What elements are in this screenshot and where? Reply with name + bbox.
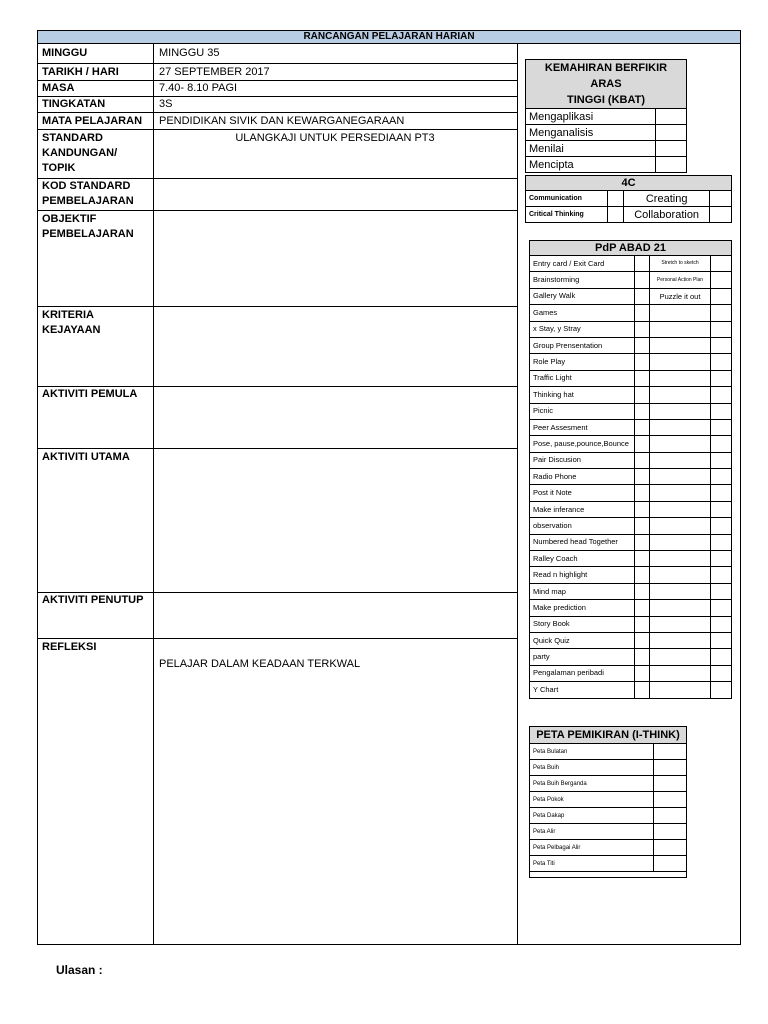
pdp-checkbox[interactable] xyxy=(635,256,650,272)
pdp-row xyxy=(530,551,732,567)
ithink-checkbox[interactable] xyxy=(654,760,687,776)
kbat-item: Menganalisis xyxy=(526,125,656,141)
label-line: OBJEKTIF xyxy=(42,213,97,225)
pdp-row xyxy=(530,403,732,419)
row-line xyxy=(37,96,518,97)
four-c-item: Collaboration xyxy=(624,207,709,223)
pdp-checkbox[interactable] xyxy=(711,632,732,648)
pdp-checkbox[interactable] xyxy=(635,370,650,386)
pdp-item: Personal Action Plan xyxy=(650,272,711,288)
pdp-row xyxy=(530,616,732,632)
value-refleksi[interactable]: PELAJAR DALAM KEADAAN TERKWAL xyxy=(159,658,361,670)
pdp-checkbox[interactable] xyxy=(635,649,650,665)
pdp-row xyxy=(530,337,732,353)
pdp-item xyxy=(650,665,711,681)
pdp-checkbox[interactable] xyxy=(635,583,650,599)
value-standard-kandungan[interactable]: ULANGKAJI UNTUK PERSEDIAAN PT3 xyxy=(235,132,435,144)
pdp-item: Gallery Walk xyxy=(530,288,635,304)
pdp-row xyxy=(530,272,732,288)
four-c-checkbox[interactable] xyxy=(709,191,731,207)
pdp-item xyxy=(650,321,711,337)
pdp-item: Puzzle it out xyxy=(650,288,711,304)
pdp-checkbox[interactable] xyxy=(711,403,732,419)
value-aktiviti-penutup[interactable] xyxy=(153,594,517,636)
pdp-checkbox[interactable] xyxy=(711,649,732,665)
pdp-checkbox[interactable] xyxy=(635,272,650,288)
label-line: KEJAYAAN xyxy=(42,324,101,336)
four-c-item: Critical Thinking xyxy=(526,207,608,223)
pdp-table xyxy=(529,240,732,699)
four-c-header: 4C xyxy=(526,176,732,191)
pdp-checkbox[interactable] xyxy=(635,288,650,304)
pdp-checkbox[interactable] xyxy=(711,469,732,485)
kbat-item: Mencipta xyxy=(526,157,656,173)
value-aktiviti-pemula[interactable] xyxy=(153,388,517,446)
kbat-header xyxy=(526,60,687,109)
ithink-checkbox[interactable] xyxy=(654,824,687,840)
pdp-checkbox[interactable] xyxy=(635,501,650,517)
pdp-item: Mind map xyxy=(530,583,635,599)
pdp-checkbox[interactable] xyxy=(711,551,732,567)
pdp-item xyxy=(650,403,711,419)
label-aktiviti-pemula: AKTIVITI PEMULA xyxy=(42,388,138,400)
label-standard-kandungan xyxy=(37,131,117,176)
pdp-checkbox[interactable] xyxy=(711,534,732,550)
pdp-checkbox[interactable] xyxy=(635,337,650,353)
pdp-checkbox[interactable] xyxy=(635,616,650,632)
pdp-row xyxy=(530,518,732,534)
pdp-item xyxy=(650,583,711,599)
ithink-header: PETA PEMIKIRAN (I-THINK) xyxy=(530,727,687,744)
value-tingkatan[interactable]: 3S xyxy=(159,98,173,110)
label-aktiviti-penutup: AKTIVITI PENUTUP xyxy=(42,594,144,606)
row-line xyxy=(37,210,518,211)
label-tarikh: TARIKH / HARI xyxy=(42,66,119,78)
pdp-row xyxy=(530,387,732,403)
row-line xyxy=(37,112,518,113)
pdp-item: party xyxy=(530,649,635,665)
pdp-checkbox[interactable] xyxy=(635,387,650,403)
pdp-checkbox[interactable] xyxy=(635,436,650,452)
ithink-item: Peta Alir xyxy=(530,824,654,840)
ithink-item: Peta Buih Berganda xyxy=(530,776,654,792)
pdp-row xyxy=(530,452,732,468)
pdp-checkbox[interactable] xyxy=(635,403,650,419)
pdp-item: Games xyxy=(530,305,635,321)
pdp-checkbox[interactable] xyxy=(711,501,732,517)
value-kod-standard[interactable] xyxy=(153,180,517,208)
kbat-title-line: KEMAHIRAN BERFIKIR ARAS xyxy=(544,62,668,90)
pdp-header: PdP ABAD 21 xyxy=(530,241,732,256)
value-tarikh[interactable]: 27 SEPTEMBER 2017 xyxy=(159,66,270,78)
pdp-checkbox[interactable] xyxy=(711,370,732,386)
label-line: STANDARD xyxy=(42,132,103,144)
pdp-checkbox[interactable] xyxy=(635,567,650,583)
pdp-item xyxy=(650,419,711,435)
pdp-item: Thinking hat xyxy=(530,387,635,403)
pdp-row xyxy=(530,469,732,485)
pdp-checkbox[interactable] xyxy=(635,600,650,616)
four-c-checkbox[interactable] xyxy=(608,191,624,207)
pdp-item: Story Book xyxy=(530,616,635,632)
pdp-row xyxy=(530,632,732,648)
label-kod-standard xyxy=(37,179,134,209)
value-objektif[interactable] xyxy=(153,212,517,304)
ithink-row xyxy=(530,792,687,808)
pdp-row xyxy=(530,665,732,681)
pdp-item xyxy=(650,501,711,517)
pdp-row xyxy=(530,534,732,550)
pdp-checkbox[interactable] xyxy=(635,452,650,468)
pdp-item xyxy=(650,534,711,550)
form-title: RANCANGAN PELAJARAN HARIAN xyxy=(37,30,741,44)
pdp-item: Make inferance xyxy=(530,501,635,517)
pdp-item: Ralley Coach xyxy=(530,551,635,567)
pdp-checkbox[interactable] xyxy=(711,305,732,321)
four-c-checkbox[interactable] xyxy=(608,207,624,223)
kbat-checkbox[interactable] xyxy=(656,109,687,125)
pdp-row xyxy=(530,419,732,435)
kbat-item: Mengaplikasi xyxy=(526,109,656,125)
label-masa: MASA xyxy=(42,82,75,94)
ithink-item: Peta Dakap xyxy=(530,808,654,824)
pdp-item xyxy=(650,616,711,632)
pdp-checkbox[interactable] xyxy=(711,354,732,370)
ithink-row xyxy=(530,808,687,824)
pdp-row xyxy=(530,485,732,501)
ithink-row xyxy=(530,744,687,760)
pdp-item xyxy=(650,682,711,698)
pdp-row xyxy=(530,256,732,272)
pdp-item xyxy=(650,551,711,567)
pdp-checkbox[interactable] xyxy=(711,665,732,681)
pdp-item xyxy=(650,518,711,534)
pdp-checkbox[interactable] xyxy=(711,567,732,583)
pdp-checkbox[interactable] xyxy=(711,485,732,501)
pdp-item xyxy=(650,600,711,616)
ithink-row xyxy=(530,776,687,792)
pdp-item: Numbered head Together xyxy=(530,534,635,550)
value-masa[interactable]: 7.40- 8.10 PAGI xyxy=(159,82,238,94)
kbat-item: Menilai xyxy=(526,141,656,157)
pdp-checkbox[interactable] xyxy=(711,419,732,435)
label-line: KOD STANDARD xyxy=(42,180,131,192)
pdp-checkbox[interactable] xyxy=(711,387,732,403)
pdp-item: Role Play xyxy=(530,354,635,370)
pdp-checkbox[interactable] xyxy=(711,452,732,468)
pdp-row xyxy=(530,436,732,452)
four-c-checkbox[interactable] xyxy=(709,207,731,223)
pdp-item: Post it Note xyxy=(530,485,635,501)
row-line xyxy=(37,448,518,449)
pdp-row xyxy=(530,583,732,599)
pdp-checkbox[interactable] xyxy=(711,321,732,337)
row-line xyxy=(37,306,518,307)
pdp-row xyxy=(530,501,732,517)
pdp-row xyxy=(530,305,732,321)
pdp-row xyxy=(530,321,732,337)
pdp-item xyxy=(650,354,711,370)
pdp-item xyxy=(650,469,711,485)
ithink-item: Peta Pelbagai Alir xyxy=(530,840,654,856)
pdp-item xyxy=(650,485,711,501)
pdp-checkbox[interactable] xyxy=(711,272,732,288)
label-line: TOPIK xyxy=(42,162,76,174)
pdp-item xyxy=(650,337,711,353)
ithink-row xyxy=(530,856,687,872)
pdp-item: x Stay, y Stray xyxy=(530,321,635,337)
label-refleksi: REFLEKSI xyxy=(42,641,97,653)
label-line: KRITERIA xyxy=(42,309,94,321)
pdp-item xyxy=(650,632,711,648)
row-line xyxy=(37,638,518,639)
value-minggu[interactable]: MINGGU 35 xyxy=(159,47,220,59)
pdp-row xyxy=(530,288,732,304)
pdp-item: Picnic xyxy=(530,403,635,419)
ithink-item: Peta Titi xyxy=(530,856,654,872)
pdp-checkbox[interactable] xyxy=(711,616,732,632)
pdp-checkbox[interactable] xyxy=(635,419,650,435)
pdp-checkbox[interactable] xyxy=(711,682,732,698)
row-line xyxy=(37,80,518,81)
pdp-item xyxy=(650,452,711,468)
pdp-row xyxy=(530,354,732,370)
pdp-row xyxy=(530,649,732,665)
ithink-row xyxy=(530,760,687,776)
label-kriteria xyxy=(37,308,101,338)
label-line: PEMBELAJARAN xyxy=(42,228,134,240)
pdp-item: Stretch to sketch xyxy=(650,256,711,272)
ithink-checkbox[interactable] xyxy=(654,776,687,792)
ithink-item: Peta Pokok xyxy=(530,792,654,808)
value-aktiviti-utama[interactable] xyxy=(153,450,517,590)
pdp-item: Pose, pause,pounce,Bounce xyxy=(530,436,635,452)
pdp-row xyxy=(530,682,732,698)
ulasan-label: Ulasan : xyxy=(56,963,103,977)
pdp-checkbox[interactable] xyxy=(711,288,732,304)
ithink-checkbox[interactable] xyxy=(654,808,687,824)
row-line xyxy=(37,129,518,130)
pdp-item xyxy=(650,387,711,403)
pdp-item: Group Prensentation xyxy=(530,337,635,353)
pdp-item: Peer Assesment xyxy=(530,419,635,435)
pdp-item xyxy=(650,649,711,665)
label-line: PEMBELAJARAN xyxy=(42,195,134,207)
pdp-checkbox[interactable] xyxy=(635,469,650,485)
four-c-item: Creating xyxy=(624,191,709,207)
label-objektif xyxy=(37,212,134,242)
pdp-checkbox[interactable] xyxy=(711,518,732,534)
ithink-row xyxy=(530,824,687,840)
pdp-checkbox[interactable] xyxy=(711,337,732,353)
pdp-row xyxy=(530,370,732,386)
ithink-item: Peta Buih xyxy=(530,760,654,776)
pdp-item: observation xyxy=(530,518,635,534)
pdp-checkbox[interactable] xyxy=(635,305,650,321)
value-mata-pelajaran[interactable]: PENDIDIKAN SIVIK DAN KEWARGANEGARAAN xyxy=(159,115,405,127)
label-tingkatan: TINGKATAN xyxy=(42,98,106,110)
pdp-checkbox[interactable] xyxy=(635,665,650,681)
pdp-checkbox[interactable] xyxy=(635,321,650,337)
four-c-table xyxy=(525,175,732,223)
pdp-item xyxy=(650,370,711,386)
pdp-item xyxy=(650,436,711,452)
pdp-item: Read n highlight xyxy=(530,567,635,583)
pdp-item: Traffic Light xyxy=(530,370,635,386)
ithink-checkbox[interactable] xyxy=(654,792,687,808)
pdp-checkbox[interactable] xyxy=(635,682,650,698)
value-kriteria[interactable] xyxy=(153,308,517,384)
four-c-item: Communication xyxy=(526,191,608,207)
pdp-item: Make prediction xyxy=(530,600,635,616)
kbat-title-line: TINGGI (KBAT) xyxy=(566,94,645,106)
pdp-checkbox[interactable] xyxy=(635,485,650,501)
pdp-checkbox[interactable] xyxy=(635,518,650,534)
pdp-item: Radio Phone xyxy=(530,469,635,485)
ithink-row xyxy=(530,840,687,856)
pdp-item: Quick Quiz xyxy=(530,632,635,648)
pdp-item: Pengalaman peribadi xyxy=(530,665,635,681)
pdp-item: Brainstorming xyxy=(530,272,635,288)
pdp-item: Entry card / Exit Card xyxy=(530,256,635,272)
label-line: KANDUNGAN/ xyxy=(42,147,118,159)
ithink-checkbox[interactable] xyxy=(654,840,687,856)
kbat-checkbox[interactable] xyxy=(656,157,687,173)
pdp-checkbox[interactable] xyxy=(711,600,732,616)
label-mata-pelajaran: MATA PELAJARAN xyxy=(42,115,143,127)
pdp-checkbox[interactable] xyxy=(635,354,650,370)
pdp-item: Pair Discusion xyxy=(530,452,635,468)
pdp-checkbox[interactable] xyxy=(711,583,732,599)
pdp-item xyxy=(650,305,711,321)
label-minggu: MINGGU xyxy=(42,47,88,59)
ithink-table xyxy=(529,726,687,872)
ithink-checkbox[interactable] xyxy=(654,744,687,760)
label-aktiviti-utama: AKTIVITI UTAMA xyxy=(42,451,130,463)
pdp-checkbox[interactable] xyxy=(635,632,650,648)
kbat-checkbox[interactable] xyxy=(656,141,687,157)
kbat-checkbox[interactable] xyxy=(656,125,687,141)
row-line xyxy=(37,63,518,64)
ithink-checkbox[interactable] xyxy=(654,856,687,872)
pdp-item xyxy=(650,567,711,583)
ithink-item: Peta Bulatan xyxy=(530,744,654,760)
pdp-checkbox[interactable] xyxy=(711,436,732,452)
pdp-checkbox[interactable] xyxy=(635,534,650,550)
pdp-item: Y Chart xyxy=(530,682,635,698)
pdp-checkbox[interactable] xyxy=(711,256,732,272)
kbat-table xyxy=(525,59,687,173)
pdp-row xyxy=(530,600,732,616)
pdp-row xyxy=(530,567,732,583)
pdp-checkbox[interactable] xyxy=(635,551,650,567)
